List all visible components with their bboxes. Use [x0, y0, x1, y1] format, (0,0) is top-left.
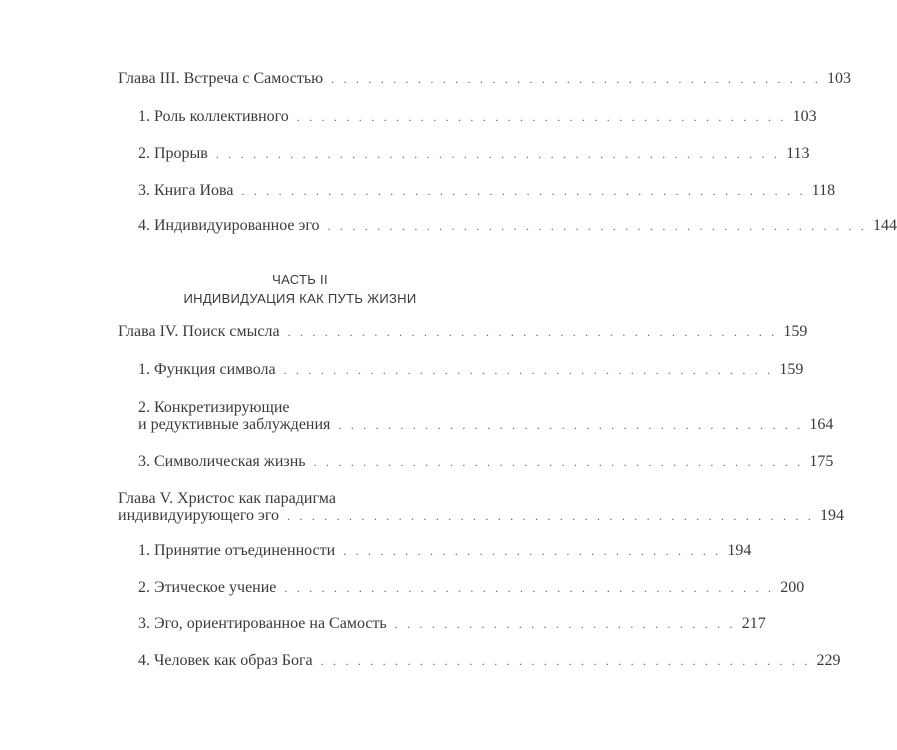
toc-entry-section[interactable]: [138, 217, 897, 235]
toc-page-number: 159: [783, 323, 808, 340]
toc-page-number: 175: [809, 453, 834, 470]
toc-page-number: 229: [816, 652, 841, 669]
toc-leader-dots: . . . . . . . . . . . . . . . . . . . . . . . . . . . . . . . . . . . . . . . .: [296, 110, 787, 124]
toc-leader-dots: . . . . . . . . . . . . . . . . . . . . . . . . . . . . . . . . . . . . . . . .: [287, 325, 778, 339]
toc-leader-dots: . . . . . . . . . . . . . . . . . . . . . . . . . . . .: [394, 617, 736, 631]
toc-entry-title: и редуктивные заблуждения: [138, 416, 331, 433]
toc-entry-section[interactable]: [138, 416, 834, 434]
toc-entry-chapter-3[interactable]: [118, 70, 851, 88]
toc-page-number: 103: [792, 108, 817, 125]
toc-entry-section[interactable]: [138, 182, 836, 200]
toc-entry-title: 4. Индивидуированное эго: [138, 217, 320, 234]
toc-leader-dots: . . . . . . . . . . . . . . . . . . . . . . . . . . . . . . .: [343, 544, 722, 558]
toc-entry-title-line1: Глава V. Христос как парадигма: [118, 490, 336, 507]
toc-entry-title: 3. Эго, ориентированное на Самость: [138, 615, 387, 632]
toc-page-number: 164: [809, 416, 834, 433]
toc-entry-section[interactable]: [138, 145, 810, 163]
toc-page-number: 103: [826, 70, 851, 87]
toc-leader-dots: . . . . . . . . . . . . . . . . . . . . . . . . . . . . . . . . . . . . . . . .: [313, 455, 804, 469]
toc-entry-section[interactable]: [138, 652, 841, 670]
toc-entry-title: 2. Прорыв: [138, 145, 208, 162]
toc-entry-title: 1. Роль коллективного: [138, 108, 289, 125]
part-title: ИНДИВИДУАЦИЯ КАК ПУТЬ ЖИЗНИ: [183, 291, 417, 306]
toc-page-number: 144: [872, 217, 897, 234]
toc-page-number: 118: [811, 182, 836, 199]
toc-entry-section[interactable]: [138, 542, 752, 560]
toc-leader-dots: . . . . . . . . . . . . . . . . . . . . . . . . . . . . . . . . . . . . . . . . . . . .: [327, 219, 867, 233]
toc-entry-section[interactable]: [138, 579, 805, 597]
toc-entry-title: 2. Этическое учение: [138, 579, 277, 596]
toc-entry-title: 1. Функция символа: [138, 361, 276, 378]
toc-entry-title-line1: 2. Конкретизирующие: [138, 399, 290, 416]
toc-entry-title: 4. Человек как образ Бога: [138, 652, 313, 669]
toc-entry-section[interactable]: [138, 615, 766, 633]
toc-page-number: 194: [727, 542, 752, 559]
toc-entry-chapter-5[interactable]: [118, 507, 845, 525]
toc-leader-dots: . . . . . . . . . . . . . . . . . . . . . . . . . . . . . . . . . . . . . . . . . . .: [287, 509, 815, 523]
toc-leader-dots: . . . . . . . . . . . . . . . . . . . . . . . . . . . . . . . . . . . . . .: [338, 418, 804, 432]
toc-page-number: 113: [786, 145, 810, 162]
toc-leader-dots: . . . . . . . . . . . . . . . . . . . . . . . . . . . . . . . . . . . . . . . .: [320, 654, 811, 668]
toc-entry-title: Глава III. Встреча с Самостью: [118, 70, 324, 87]
toc-entry-section[interactable]: [138, 108, 817, 126]
toc-leader-dots: . . . . . . . . . . . . . . . . . . . . . . . . . . . . . . . . . . . . . . . .: [331, 72, 821, 86]
toc-entry-title: 1. Принятие отъединенности: [138, 542, 336, 559]
toc-leader-dots: . . . . . . . . . . . . . . . . . . . . . . . . . . . . . . . . . . . . . . . . . . . . . .: [241, 184, 806, 198]
toc-page-number: 159: [779, 361, 804, 378]
toc-entry-section[interactable]: [138, 361, 804, 379]
toc-entry-title: 3. Символическая жизнь: [138, 453, 306, 470]
toc-leader-dots: . . . . . . . . . . . . . . . . . . . . . . . . . . . . . . . . . . . . . . . .: [284, 581, 775, 595]
toc-page-number: 194: [820, 507, 845, 524]
toc-entry-chapter-4[interactable]: [118, 323, 808, 341]
toc-entry-title: индивидуирующего эго: [118, 507, 280, 524]
toc-page-number: 217: [741, 615, 766, 632]
toc-entry-section[interactable]: [138, 453, 834, 471]
toc-leader-dots: . . . . . . . . . . . . . . . . . . . . . . . . . . . . . . . . . . . . . . . . . . . . . .: [215, 147, 781, 161]
toc-page-number: 200: [780, 579, 805, 596]
toc-entry-title: 3. Книга Иова: [138, 182, 234, 199]
part-label: ЧАСТЬ II: [272, 272, 328, 287]
toc-entry-title: Глава IV. Поиск смысла: [118, 323, 280, 340]
toc-leader-dots: . . . . . . . . . . . . . . . . . . . . . . . . . . . . . . . . . . . . . . . .: [283, 363, 774, 377]
